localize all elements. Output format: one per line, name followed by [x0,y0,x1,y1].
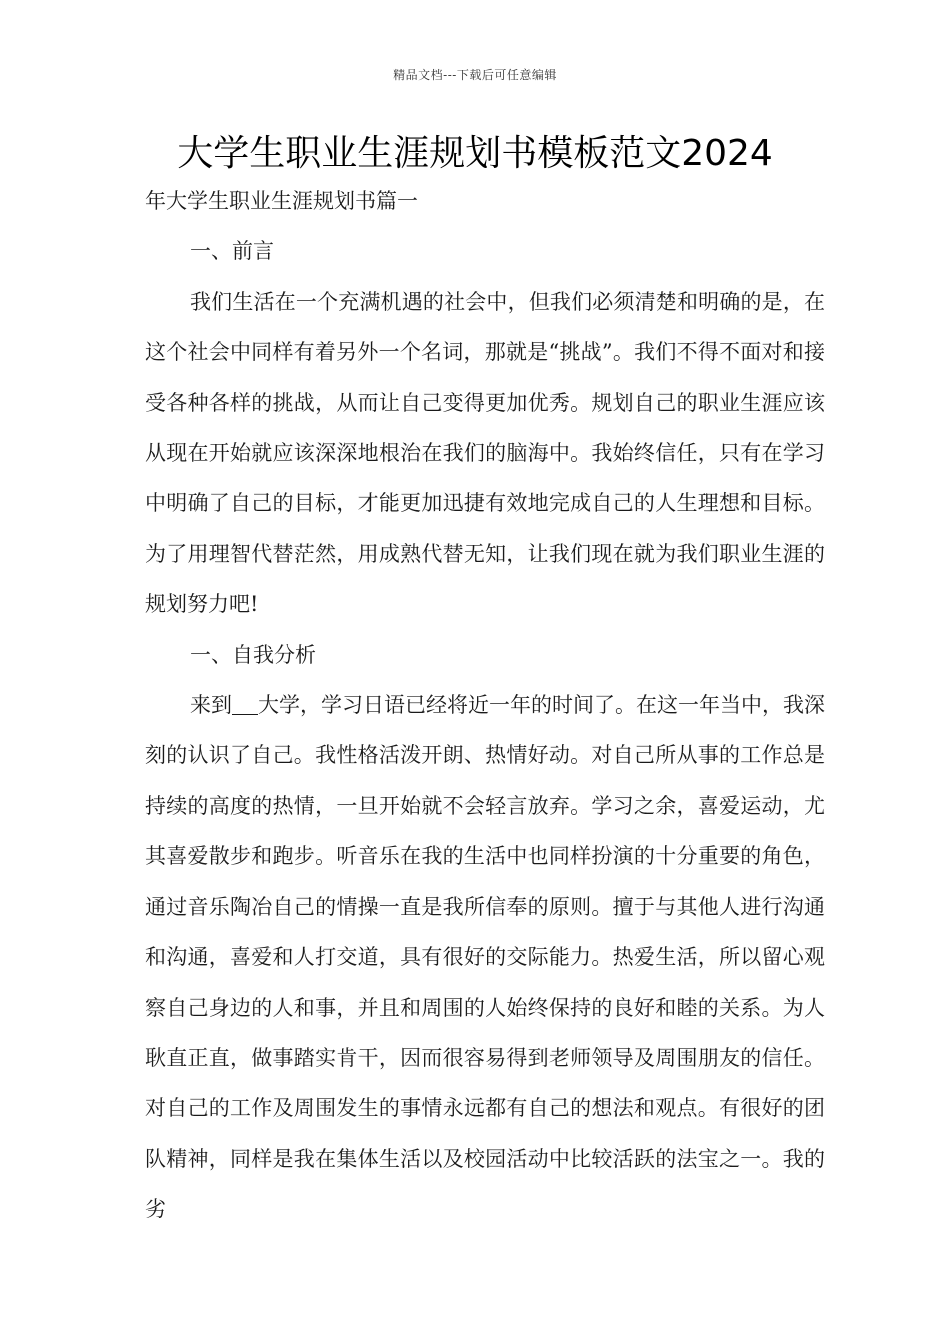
document-title: 大学生职业生涯规划书模板范文2024 [177,133,773,174]
section-heading-preface: 一、前言 [190,239,274,264]
section-heading-self-analysis: 一、自我分析 [190,642,316,667]
header-note: 精品文档---下载后可任意编辑 [393,68,557,82]
fill-in-blank [232,693,258,715]
paragraph-preface: 我们生活在一个充满机遇的社会中，但我们必须清楚和明确的是，在这个社会中同样有着另外一个名词，那就是“挑战”。我们不得不面对和接受各种各样的挑战，从而让自己变得更加优秀。规划自己的职业生涯应该从现在开始就应该深深地根治在我们的脑海中。我始终信任，只有在学习中明确了自己的目标，才能更加迅捷有效地完成自己的人生理想和目标。为了用理智代替茫然，用成熟代替无知，让我们现在就为我们职业生涯的规划努力吧! [145,289,825,617]
document-body [145,176,825,1235]
paragraph-self-analysis [145,680,825,1234]
paragraph-self-analysis-start: 来到 [190,693,232,718]
paragraph-self-analysis-rest: 大学，学习日语已经将近一年的时间了。在这一年当中，我深刻的认识了自己。我性格活泼开朗、热情好动。对自己所从事的工作总是持续的高度的热情，一旦开始就不会轻言放弃。学习之余，喜爱运动，尤其喜爱散步和跑步。听音乐在我的生活中也同样扮演的十分重要的角色，通过音乐陶冶自己的情操一直是我所信奉的原则。擅于与其他人进行沟通和沟通，喜爱和人打交道，具有很好的交际能力。热爱生活，所以留心观察自己身边的人和事，并且和周围的人始终保持的良好和睦的关系。为人耿直正直，做事踏实肯干，因而很容易得到老师领导及周围朋友的信任。对自己的工作及周围发生的事情永远都有自己的想法和观点。有很好的团队精神，同样是我在集体生活以及校园活动中比较活跃的法宝之一。我的劣 [145,693,825,1222]
document-subtitle: 年大学生职业生涯规划书篇一 [145,189,418,213]
